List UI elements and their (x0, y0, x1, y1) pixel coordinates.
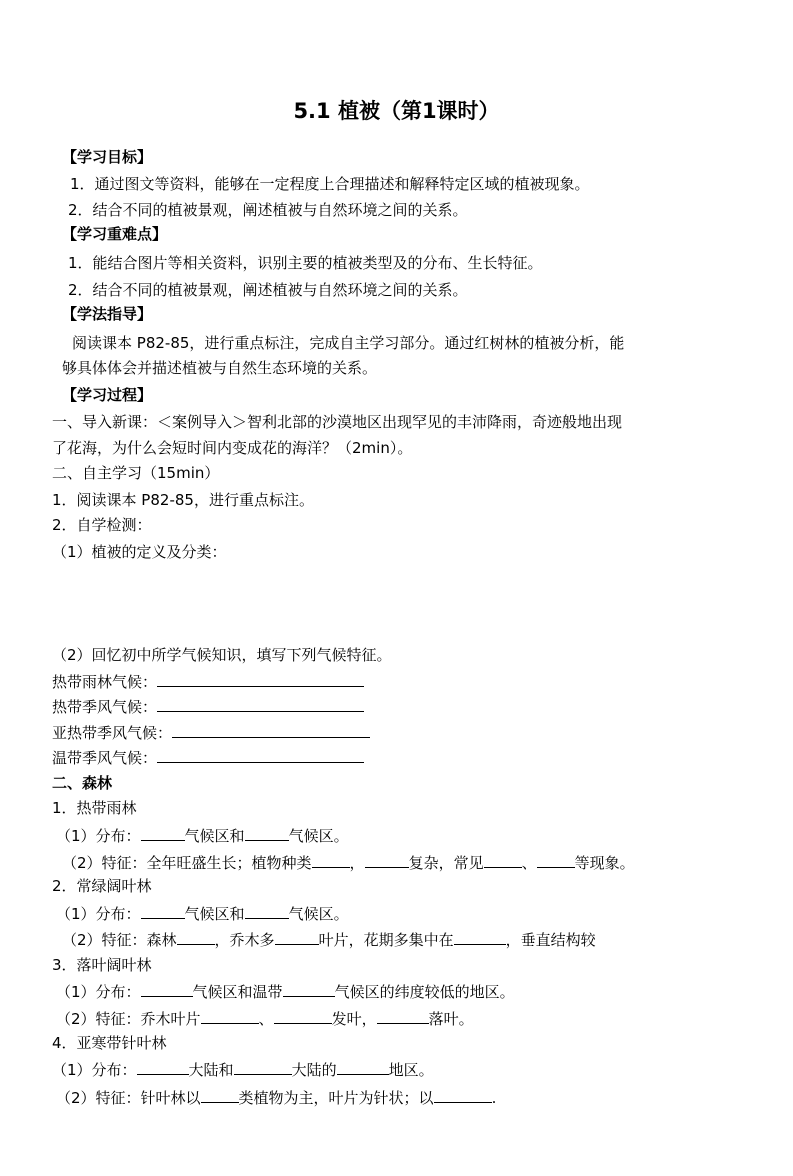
process-heading: 【学习过程】 (62, 386, 153, 404)
text-segment: 等现象。 (574, 854, 635, 872)
coniferous-features (56, 1087, 496, 1108)
climate-label: 亚热带季风气候： (52, 724, 173, 742)
text-segment: 气候区的纬度较低的地区。 (334, 983, 515, 1001)
answer-blank[interactable] (141, 981, 193, 997)
key-point-item: 1．能结合图片等相关资料，识别主要的植被类型及的分布、生长特征。 (68, 254, 543, 272)
text-segment: 、 (258, 1010, 274, 1028)
answer-blank[interactable] (172, 722, 370, 738)
answer-blank[interactable] (312, 852, 350, 868)
text-segment: 落叶。 (428, 1010, 474, 1028)
goal-item: 1．通过图文等资料，能够在一定程度上合理描述和解释特定区域的植被现象。 (70, 175, 590, 193)
rainforest-title: 1．热带雨林 (52, 799, 137, 817)
text-segment: 复杂，常见 (408, 854, 484, 872)
answer-blank[interactable] (157, 747, 364, 763)
text-segment: 气候区和 (184, 905, 245, 923)
text-segment: （2）特征：乔木叶片 (56, 1010, 201, 1028)
self-study-heading: 二、自主学习（15min） (52, 464, 220, 482)
intro-line: 了花海，为什么会短时间内变成花的海洋？（2min）。 (52, 439, 413, 457)
key-point-item: 2．结合不同的植被景观，阐述植被与自然环境之间的关系。 (68, 281, 468, 299)
intro-line: 一、导入新课：＜案例导入＞智利北部的沙漠地区出现罕见的丰沛降雨，奇迹般地出现 (52, 413, 623, 431)
coniferous-title: 4．亚寒带针叶林 (52, 1034, 167, 1052)
text-segment: 发叶， (331, 1010, 377, 1028)
text-segment: ，乔木多 (214, 931, 275, 949)
answer-blank[interactable] (454, 929, 506, 945)
page-title: 5.1 植被（第1课时） (293, 99, 500, 123)
question-1: （1）植被的定义及分类： (52, 543, 227, 561)
climate-row (52, 671, 364, 692)
text-segment: 气候区。 (288, 827, 349, 845)
coniferous-distribution (52, 1059, 434, 1080)
answer-blank[interactable] (274, 1008, 332, 1024)
text-segment: （1）分布： (56, 983, 141, 1001)
deciduous-title: 3．落叶阔叶林 (52, 956, 152, 974)
answer-blank[interactable] (177, 929, 215, 945)
text-segment: ，垂直结构较 (505, 931, 596, 949)
answer-blank[interactable] (275, 929, 319, 945)
answer-blank[interactable] (337, 1059, 389, 1075)
answer-blank[interactable] (141, 903, 185, 919)
text-segment: （1）分布： (56, 905, 141, 923)
answer-blank[interactable] (245, 825, 289, 841)
answer-blank[interactable] (484, 852, 522, 868)
answer-blank[interactable] (283, 981, 335, 997)
text-segment: 、 (521, 854, 537, 872)
text-segment: 叶片，花期多集中在 (318, 931, 454, 949)
climate-row (52, 747, 364, 768)
climate-row (52, 696, 364, 717)
goal-item: 2．结合不同的植被景观，阐述植被与自然环境之间的关系。 (68, 201, 468, 219)
text-segment: 大陆的 (291, 1061, 337, 1079)
method-line: 够具体体会并描述植被与自然生态环境的关系。 (62, 359, 378, 377)
climate-label: 热带季风气候： (52, 698, 158, 716)
text-segment: 类植物为主，叶片为针状；以 (238, 1089, 434, 1107)
goals-heading: 【学习目标】 (62, 148, 153, 166)
text-segment: （2）特征：针叶林以 (56, 1089, 201, 1107)
method-heading: 【学法指导】 (62, 305, 153, 323)
text-segment: （2）特征：森林 (62, 931, 177, 949)
evergreen-features (62, 929, 596, 950)
text-segment: （2）特征：全年旺盛生长；植物种类 (62, 854, 312, 872)
evergreen-title: 2．常绿阔叶林 (52, 877, 152, 895)
deciduous-features (56, 1008, 474, 1029)
method-line: 阅读课本 P82-85，进行重点标注，完成自主学习部分。通过红树林的植被分析，能 (72, 334, 625, 352)
answer-blank[interactable] (201, 1008, 259, 1024)
answer-blank[interactable] (434, 1087, 492, 1103)
step-2: 2．自学检测： (52, 516, 152, 534)
climate-label: 温带季风气候： (52, 749, 158, 767)
answer-blank[interactable] (201, 1087, 239, 1103)
answer-blank[interactable] (245, 903, 289, 919)
rainforest-distribution (56, 825, 349, 846)
evergreen-distribution (56, 903, 349, 924)
text-segment: 地区。 (388, 1061, 434, 1079)
text-segment: 气候区。 (288, 905, 349, 923)
text-segment: 气候区和温带 (192, 983, 283, 1001)
text-segment: ， (349, 854, 365, 872)
key-points-heading: 【学习重难点】 (62, 225, 168, 243)
answer-blank[interactable] (157, 696, 364, 712)
text-segment: （1）分布： (56, 827, 141, 845)
text-segment: . (491, 1089, 497, 1107)
text-segment: （1）分布： (52, 1061, 137, 1079)
answer-blank[interactable] (365, 852, 409, 868)
answer-blank[interactable] (141, 825, 185, 841)
question-2: （2）回忆初中所学气候知识，填写下列气候特征。 (52, 646, 392, 664)
answer-blank[interactable] (537, 852, 575, 868)
climate-row (52, 722, 370, 743)
answer-blank[interactable] (137, 1059, 189, 1075)
text-segment: 大陆和 (188, 1061, 234, 1079)
climate-label: 热带雨林气候： (52, 673, 158, 691)
answer-blank[interactable] (377, 1008, 429, 1024)
deciduous-distribution (56, 981, 515, 1002)
rainforest-features (62, 852, 635, 873)
step-1: 1．阅读课本 P82-85，进行重点标注。 (52, 491, 314, 509)
forest-heading: 二、森林 (52, 774, 113, 792)
text-segment: 气候区和 (184, 827, 245, 845)
answer-blank[interactable] (157, 671, 364, 687)
answer-blank[interactable] (234, 1059, 292, 1075)
